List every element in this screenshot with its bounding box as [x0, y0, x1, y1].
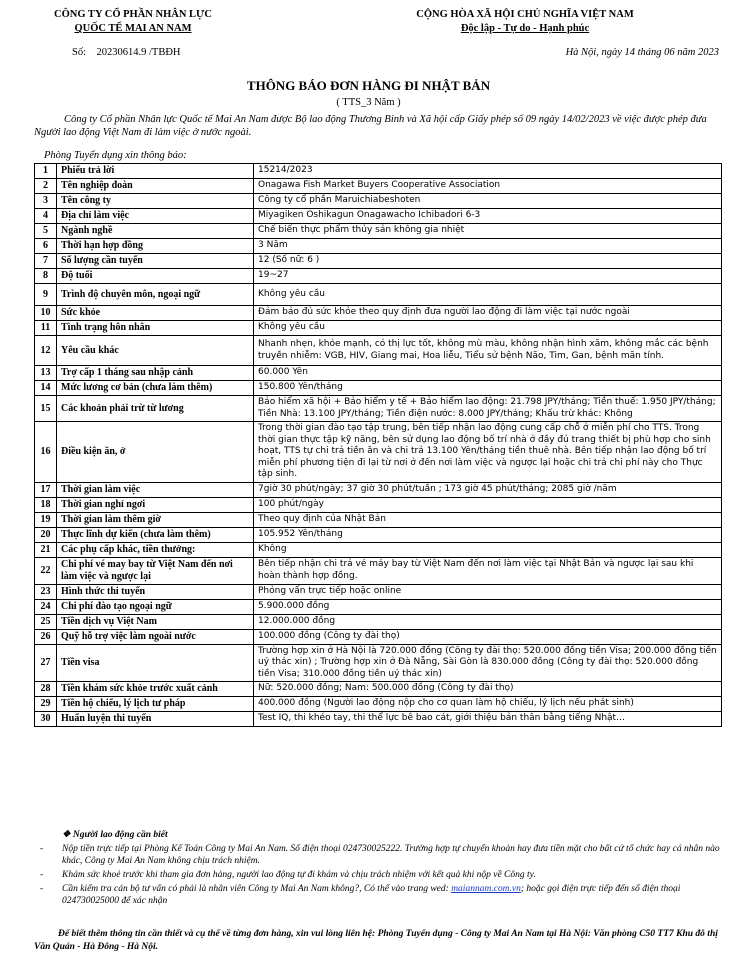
row-label: Yêu cầu khác	[57, 336, 254, 366]
row-value: Không yêu cầu	[254, 321, 722, 336]
row-value: 400.000 đồng (Người lao động nộp cho cơ quan làm hộ chiếu, lý lịch nếu phát sinh)	[254, 697, 722, 712]
row-number: 15	[35, 396, 57, 422]
company-name-line1: CÔNG TY CỔ PHẦN NHÂN LỰC	[54, 9, 212, 20]
row-number: 26	[35, 629, 57, 644]
row-number: 5	[35, 224, 57, 239]
row-number: 23	[35, 584, 57, 599]
company-header	[18, 8, 248, 36]
website-link[interactable]: maiannam.com.vn	[451, 884, 521, 894]
row-label: Mức lương cơ bản (chưa làm thêm)	[57, 381, 254, 396]
note-item-text-tail: ; hoặc gọi điện trực tiếp đến số điện thoại 024730025000 để xác nhận	[62, 884, 681, 906]
row-number: 16	[35, 422, 57, 483]
row-label: Địa chỉ làm việc	[57, 209, 254, 224]
table-row	[35, 306, 722, 321]
contact-footer: Để biết thêm thông tin cần thiết và cụ thể về từng đơn hàng, xin vui lòng liên hệ: Phòng Tuyển dụng - Công ty Mai An Nam tại Hà Nội: Văn phòng C50 TT7 Khu đô thị Văn Quán - Hà Đông - Hà Nội.	[34, 929, 718, 952]
row-value: 5.900.000 đồng	[254, 599, 722, 614]
row-label: Tiền visa	[57, 644, 254, 682]
row-number: 13	[35, 366, 57, 381]
table-row	[35, 396, 722, 422]
row-value: Đảm bảo đủ sức khỏe theo quy định đưa người lao động đi làm việc tại nước ngoài	[254, 306, 722, 321]
row-number: 7	[35, 254, 57, 269]
table-row	[35, 542, 722, 557]
row-value: 3 Năm	[254, 239, 722, 254]
row-value: Công ty cổ phần Maruichiabeshoten	[254, 194, 722, 209]
row-number: 12	[35, 336, 57, 366]
row-value: Trong thời gian đào tạo tập trung, bên tiếp nhận lao động cung cấp chỗ ở miễn phí cho TTS. Trong thời gian thực tập kỹ năng, bên sử dụng lao động bố trí nhà ở đầy đủ trang thiết bị phù hợp cho sinh hoạt, TTS tự chi trả tiền ăn và chi trả 13.100 Yên/tháng tiền thuê nhà. Bên tiếp nhận lao động bố trí miễn phí phương tiện đi lại từ nơi ở đến nơi làm việc và ngược lại hoặc chi trả chi phí này cho Thực tập sinh.	[254, 422, 722, 483]
row-label: Thời gian làm việc	[57, 482, 254, 497]
note-item-text: Khám sức khoẻ trước khi tham gia đơn hàng, người lao động tự đi khám và chịu trách nhiệm với kết quả khi nộp về Công ty.	[62, 870, 536, 880]
row-label: Tên công ty	[57, 194, 254, 209]
nation-header	[330, 8, 720, 36]
table-row	[35, 179, 722, 194]
row-value: Theo quy định của Nhật Bản	[254, 512, 722, 527]
table-row	[35, 381, 722, 396]
row-number: 30	[35, 712, 57, 727]
row-number: 14	[35, 381, 57, 396]
notes-title-text: Người lao động cần biết	[72, 830, 168, 840]
reference-number	[72, 47, 181, 58]
row-number: 11	[35, 321, 57, 336]
row-value: Test IQ, thi khéo tay, thi thể lực bê bao cát, giới thiệu bản thân bằng tiếng Nhật…	[254, 712, 722, 727]
row-label: Tên nghiệp đoàn	[57, 179, 254, 194]
document-title: THÔNG BÁO ĐƠN HÀNG ĐI NHẬT BẢN	[246, 78, 491, 93]
table-row	[35, 269, 722, 284]
row-label: Phiếu trả lời	[57, 164, 254, 179]
row-label: Trình độ chuyên môn, ngoại ngữ	[57, 284, 254, 306]
row-value: 100 phút/ngày	[254, 497, 722, 512]
row-label: Thời gian nghỉ ngơi	[57, 497, 254, 512]
nation-title: CỘNG HÒA XÃ HỘI CHỦ NGHĨA VIỆT NAM	[416, 9, 634, 20]
table-row	[35, 321, 722, 336]
row-value: 15214/2023	[254, 164, 722, 179]
row-label: Các khoản phải trừ từ lương	[57, 396, 254, 422]
row-label: Ngành nghề	[57, 224, 254, 239]
row-label: Tình trạng hôn nhân	[57, 321, 254, 336]
row-label: Chi phí đào tạo ngoại ngữ	[57, 599, 254, 614]
row-value: Phỏng vấn trực tiếp hoặc online	[254, 584, 722, 599]
row-value: Nữ: 520.000 đồng; Nam: 500.000 đồng (Công ty đài thọ)	[254, 682, 722, 697]
table-row	[35, 482, 722, 497]
row-value: Onagawa Fish Market Buyers Cooperative Association	[254, 179, 722, 194]
table-row	[35, 224, 722, 239]
table-row	[35, 712, 722, 727]
table-row	[35, 682, 722, 697]
table-row	[35, 512, 722, 527]
note-item-text: Cần kiểm tra cán bộ tư vấn có phải là nhân viên Công ty Mai An Nam không?, Có thể vào trang wed:	[62, 884, 452, 894]
table-row	[35, 527, 722, 542]
row-label: Thời gian làm thêm giờ	[57, 512, 254, 527]
row-number: 21	[35, 542, 57, 557]
row-value: 12 (Số nữ: 6 )	[254, 254, 722, 269]
row-value: 7giờ 30 phút/ngày; 37 giờ 30 phút/tuần ; 173 giờ 45 phút/tháng; 2085 giờ /năm	[254, 482, 722, 497]
row-label: Thời hạn hợp đồng	[57, 239, 254, 254]
row-number: 1	[35, 164, 57, 179]
row-value: 100.000 đồng (Công ty đài thọ)	[254, 629, 722, 644]
table-row	[35, 164, 722, 179]
row-label: Số lượng cần tuyển	[57, 254, 254, 269]
row-number: 6	[35, 239, 57, 254]
row-value: 150.800 Yên/tháng	[254, 381, 722, 396]
note-item: - Nộp tiền trực tiếp tại Phòng Kế Toán Công ty Mai An Nam. Số điện thoại 024730025222. Trường hợp tự chuyển khoản hay đưa tiền mặt cho bất cứ tổ chức hay cá nhân nào khác, Công ty Mai An Nam không chịu trách nhiệm.	[40, 844, 720, 866]
nation-motto: Độc lập - Tự do - Hạnh phúc	[460, 23, 590, 34]
row-number: 9	[35, 284, 57, 306]
row-label: Các phụ cấp khác, tiền thưởng:	[57, 542, 254, 557]
row-value: Bên tiếp nhận chi trả vé máy bay từ Việt Nam đến nơi làm việc tại Nhật Bản và ngược lại sau khi hoàn thành hợp đồng.	[254, 557, 722, 584]
row-number: 25	[35, 614, 57, 629]
table-row	[35, 584, 722, 599]
order-details-body	[35, 164, 722, 727]
row-label: Điều kiện ăn, ở	[57, 422, 254, 483]
table-row	[35, 209, 722, 224]
row-number: 22	[35, 557, 57, 584]
table-row	[35, 284, 722, 306]
row-value: Chế biến thực phẩm thủy sản không gia nhiệt	[254, 224, 722, 239]
table-row	[35, 254, 722, 269]
row-label: Tiền khám sức khỏe trước xuất cảnh	[57, 682, 254, 697]
ref-label: Số:	[72, 47, 87, 58]
row-label: Tiền dịch vụ Việt Nam	[57, 614, 254, 629]
row-label: Trợ cấp 1 tháng sau nhập cảnh	[57, 366, 254, 381]
table-row	[35, 697, 722, 712]
row-number: 24	[35, 599, 57, 614]
table-row	[35, 599, 722, 614]
table-row	[35, 614, 722, 629]
row-value: 60.000 Yên	[254, 366, 722, 381]
row-number: 4	[35, 209, 57, 224]
row-number: 19	[35, 512, 57, 527]
ref-value: 20230614.9 /TBĐH	[96, 47, 181, 58]
row-label: Hình thức thi tuyển	[57, 584, 254, 599]
row-number: 27	[35, 644, 57, 682]
row-number: 2	[35, 179, 57, 194]
row-value: Không	[254, 542, 722, 557]
row-value: Không yêu cầu	[254, 284, 722, 306]
row-label: Quỹ hỗ trợ việc làm ngoài nước	[57, 629, 254, 644]
note-item-text: Nộp tiền trực tiếp tại Phòng Kế Toán Công ty Mai An Nam. Số điện thoại 024730025222. Trường hợp tự chuyển khoản hay đưa tiền mặt cho bất cứ tổ chức hay cá nhân nào khác, Công ty Mai An Nam không chịu trách nhiệm.	[62, 844, 720, 866]
row-label: Huấn luyện thi tuyển	[57, 712, 254, 727]
note-item: - Cần kiểm tra cán bộ tư vấn có phải là nhân viên Công ty Mai An Nam không?, Có thể vào trang wed: maiannam.com.vn; hoặc gọi điện trực tiếp đến số điện thoại 024730025000 để xác nhận	[40, 884, 681, 906]
row-number: 17	[35, 482, 57, 497]
row-number: 29	[35, 697, 57, 712]
table-row	[35, 239, 722, 254]
table-row	[35, 497, 722, 512]
row-value: 19~27	[254, 269, 722, 284]
row-number: 18	[35, 497, 57, 512]
company-name-line2: QUỐC TẾ MAI AN NAM	[74, 23, 192, 34]
table-row	[35, 644, 722, 682]
table-row	[35, 194, 722, 209]
notice-line: Phòng Tuyển dụng xin thông báo:	[44, 150, 187, 161]
row-value: Miyagiken Oshikagun Onagawacho Ichibadori 6-3	[254, 209, 722, 224]
row-number: 10	[35, 306, 57, 321]
intro-paragraph: Công ty Cổ phần Nhân lực Quốc tế Mai An Nam được Bộ lao động Thương Binh và Xã hội cấp Giấy phép số 09 ngày 14/02/2023 về việc được phép đưa Người lao động Việt Nam đi làm việc ở nước ngoài.	[34, 114, 707, 138]
worker-notes	[34, 829, 722, 907]
row-number: 20	[35, 527, 57, 542]
row-value: 12.000.000 đồng	[254, 614, 722, 629]
order-details-table	[34, 163, 722, 727]
row-value: Bảo hiểm xã hội + Bảo hiểm y tế + Bảo hiểm lao động: 21.798 JPY/tháng; Tiền thuế: 1.950 JPY/tháng; Tiền Nhà: 13.100 JPY/tháng; Tiền điện nước: 8.000 JPY/tháng; Khấu trừ khác: Không	[254, 396, 722, 422]
row-label: Độ tuổi	[57, 269, 254, 284]
table-row	[35, 629, 722, 644]
table-row	[35, 366, 722, 381]
row-value: Trường hợp xin ở Hà Nội là 720.000 đồng (Công ty đài thọ: 520.000 đồng tiền Visa; 200.000 đồng tiền uỷ thác xin) ; Trường hợp xin ở Đà Nẵng, Sài Gòn là 830.000 đồng (Công ty đài thọ: 520.000 đồng tiền Visa; 310.000 đồng tiền uỷ thác xin)	[254, 644, 722, 682]
table-row	[35, 336, 722, 366]
document-subtitle: ( TTS_3 Năm )	[336, 97, 401, 108]
row-label: Chi phí vé may bay từ Việt Nam đến nơi làm việc và ngược lại	[57, 557, 254, 584]
note-item: - Khám sức khoẻ trước khi tham gia đơn hàng, người lao động tự đi khám và chịu trách nhiệm với kết quả khi nộp về Công ty.	[40, 870, 536, 880]
notes-title: ❖ Người lao động cần biết	[62, 830, 168, 840]
row-label: Sức khỏe	[57, 306, 254, 321]
row-number: 28	[35, 682, 57, 697]
table-row	[35, 557, 722, 584]
row-value: Nhanh nhẹn, khỏe mạnh, có thị lực tốt, không mù màu, không nhận hình xăm, không mắc các bệnh truyền nhiễm: VGB, HIV, Giang mai, Hoa liễu, Tiểu sử bệnh Não, Tim, Gan, bệnh mãn tính.	[254, 336, 722, 366]
table-row	[35, 422, 722, 483]
row-number: 8	[35, 269, 57, 284]
row-number: 3	[35, 194, 57, 209]
row-label: Tiền hộ chiếu, lý lịch tư pháp	[57, 697, 254, 712]
row-label: Thực lĩnh dự kiến (chưa làm thêm)	[57, 527, 254, 542]
document-date: Hà Nội, ngày 14 tháng 06 năm 2023	[565, 47, 719, 58]
row-value: 105.952 Yên/tháng	[254, 527, 722, 542]
